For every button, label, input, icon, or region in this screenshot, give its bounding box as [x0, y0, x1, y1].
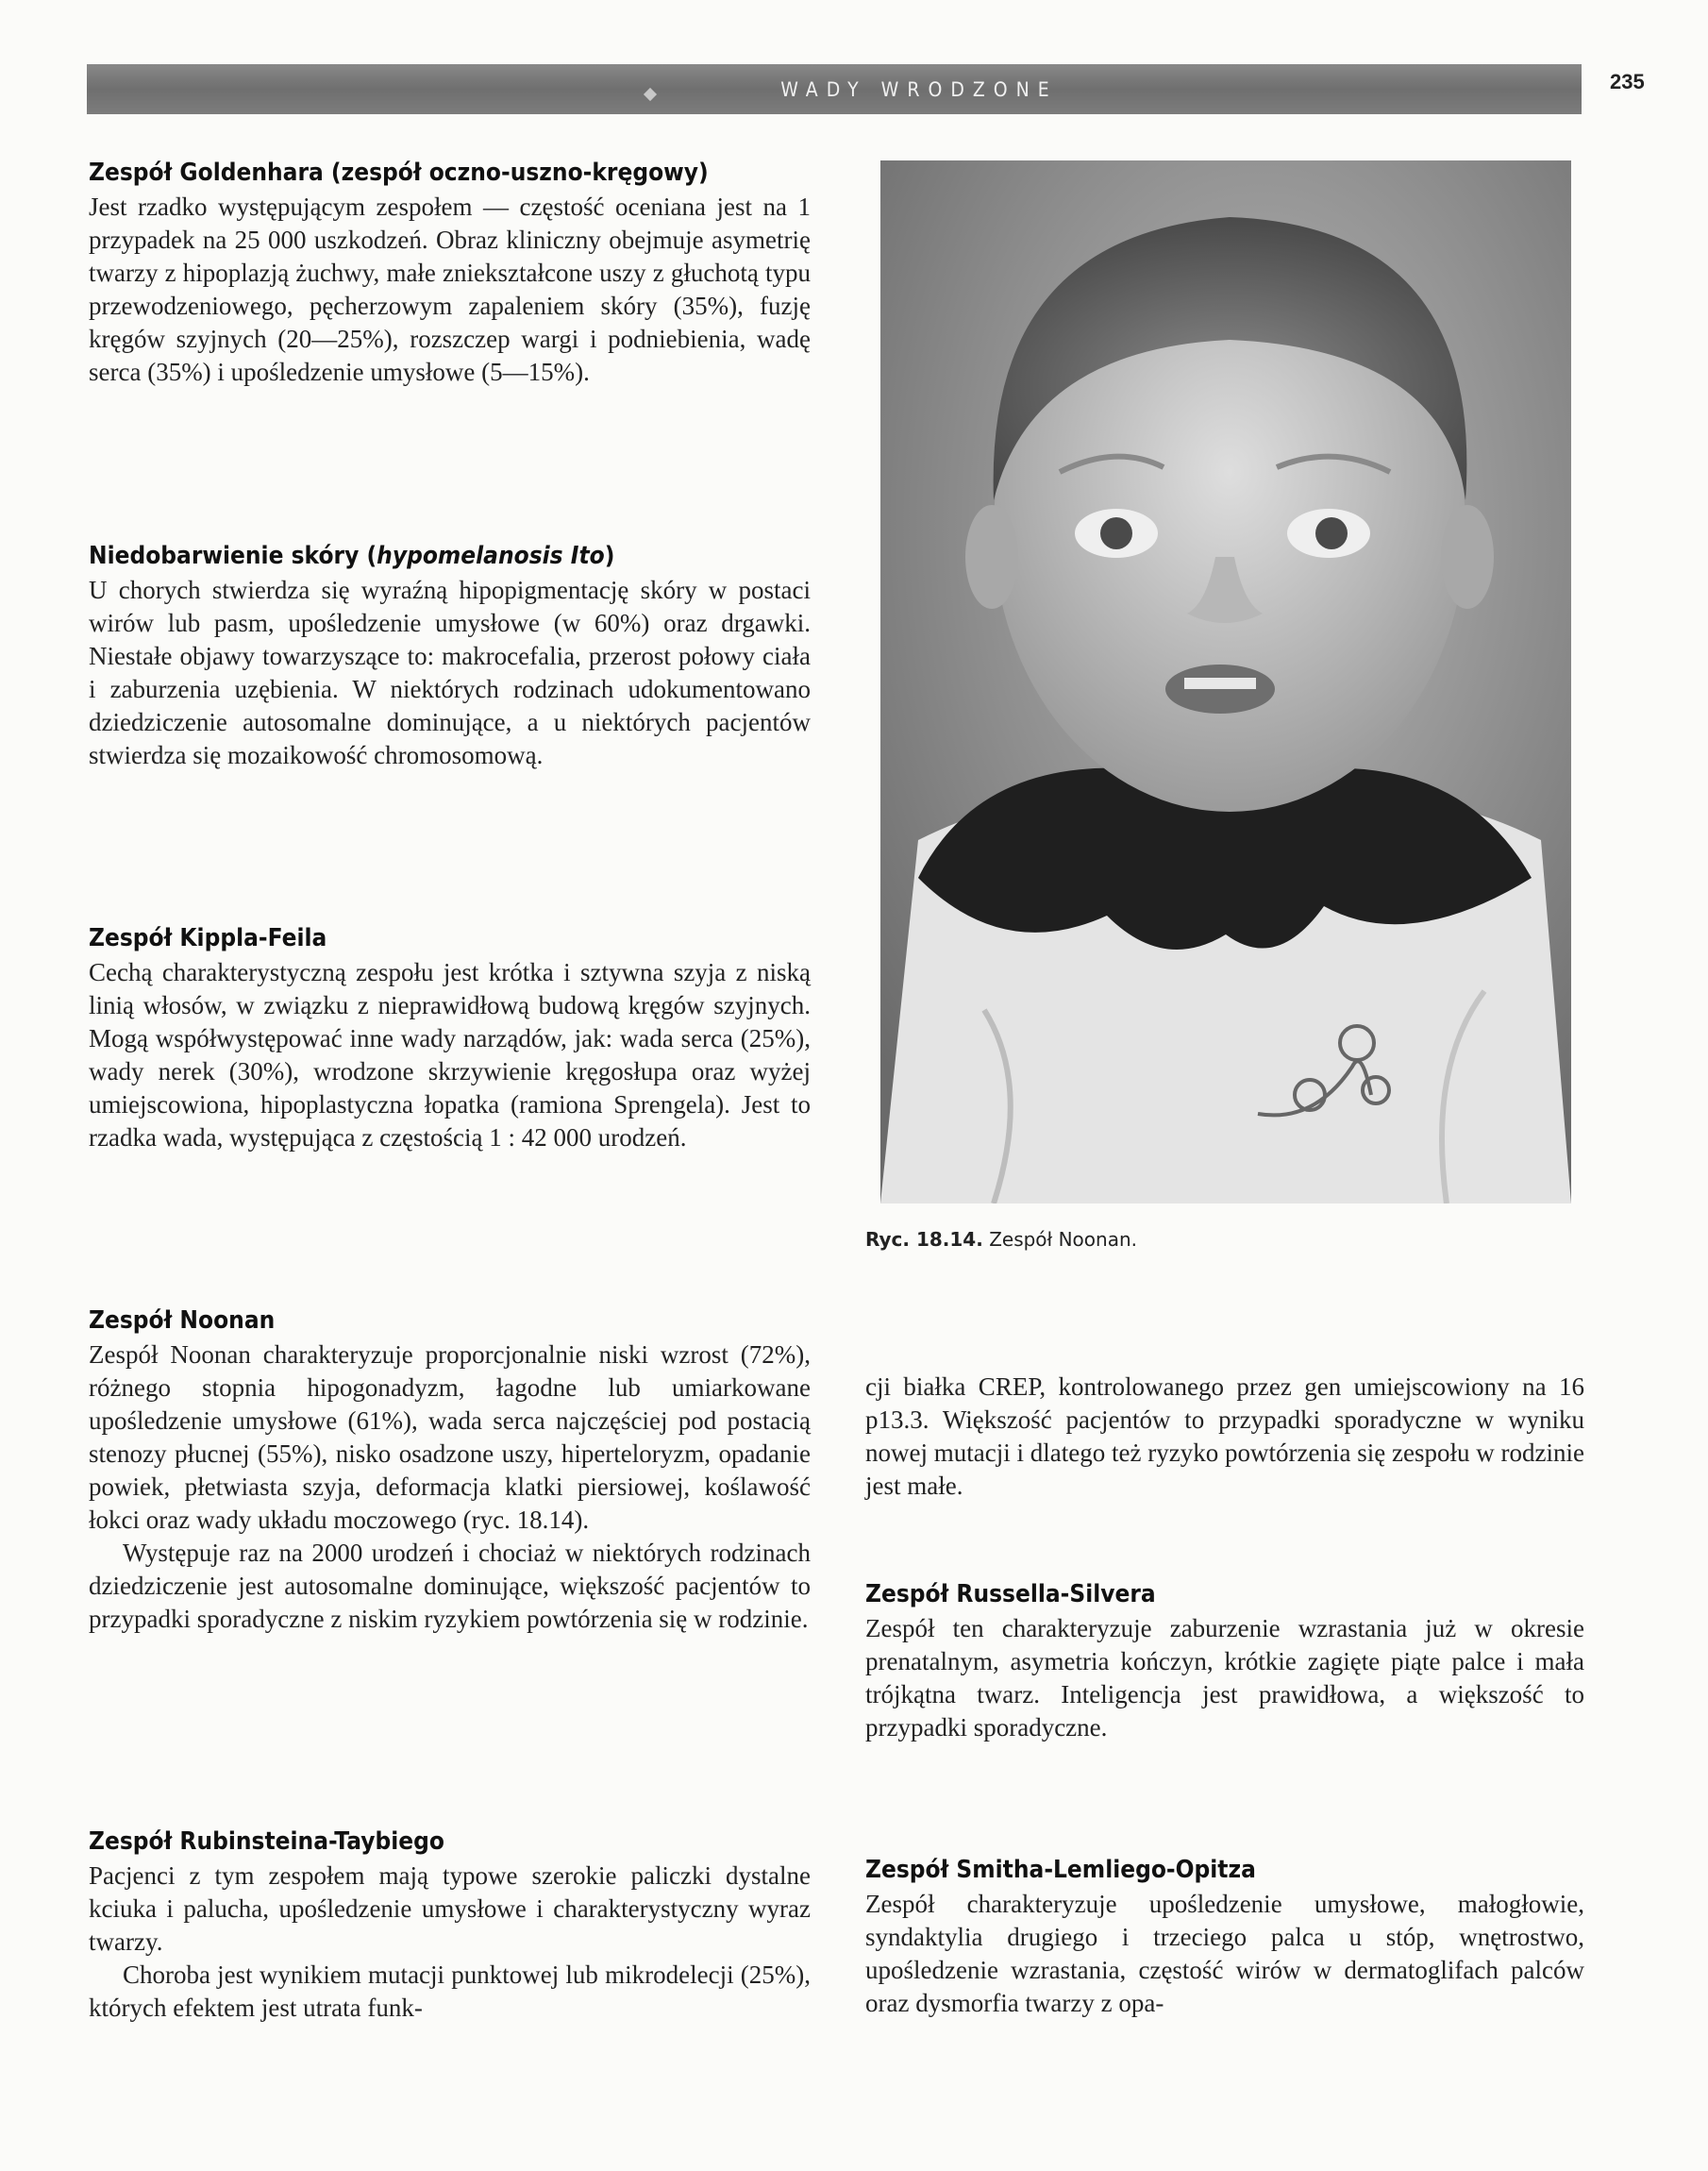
section-russell [865, 1576, 1584, 1744]
text-rubinstein-2: Choroba jest wynikiem mutacji punktowej lub mikrodelecji (25%), których efektem jest utrata funk- [89, 1961, 811, 2022]
text-noonan-2: Występuje raz na 2000 urodzeń i chociaż w niektórych rodzinach dziedziczenie jest autosomalne dominujące, większość pacjentów to przypadki sporadyczne z niskim ryzykiem powtórzenia się w rodzinie. [89, 1539, 811, 1633]
section-noonan [89, 1303, 811, 1636]
text-klippel: Cechą charakterystyczną zespołu jest krótka i sztywna szyja z niską linią włosów, w związku z nieprawidłową budową kręgów szyjnych. Mogą współwystępować inne wady narządów, jak: wada serca (25%), wady nerek (30%), wrodzone skrzywienie kręgosłupa oraz wyżej umiejscowiona, hipoplastyczna łopatka (ramiona Sprengela). Jest to rzadka wada, występująca z częstością 1 : 42 000 urodzeń. [89, 958, 811, 1152]
section-klippel [89, 920, 811, 1154]
heading-ito: Niedobarwienie skóry (hypomelanosis Ito) [89, 542, 615, 570]
text-rubinstein-1: Pacjenci z tym zespołem mają typowe szerokie paliczki dystalne kciuka i palucha, upośledzenie umysłowe i charakterystyczny wyraz twarzy. [89, 1861, 811, 1956]
section-rubinstein [89, 1824, 811, 2025]
figure-caption-text: Zespół Noonan. [989, 1228, 1137, 1251]
running-header-bar [87, 64, 1582, 114]
heading-smith: Zespół Smitha-Lemliego-Opitza [865, 1856, 1256, 1884]
heading-rubinstein: Zespół Rubinsteina-Taybiego [89, 1827, 445, 1856]
text-noonan-1: Zespół Noonan charakteryzuje proporcjonalnie niski wzrost (72%), różnego stopnia hipogonadyzm, łagodne lub umiarkowane upośledzenie umysłowe (61%), wada serca najczęściej pod postacią stenozy płucnej (55%), nisko osadzone uszy, hiperteloryzm, opadanie powiek, płetwiasta szyja, deformacja klatki piersiowej, koślawość łokci oraz wady układu moczowego (ryc. 18.14). [89, 1340, 811, 1534]
figure-label: Ryc. 18.14. [865, 1228, 983, 1251]
page-number: 235 [1610, 70, 1645, 93]
child-portrait-illustration [880, 160, 1571, 1203]
section-rubinstein-continuation [865, 1371, 1584, 1503]
running-header-title: WADY WRODZONE [780, 77, 1058, 101]
text-russell: Zespół ten charakteryzuje zaburzenie wzrastania już w okresie prenatalnym, asymetria kończyn, krótkie zagięte piąte palce i mała trójkątna twarz. Inteligencja jest prawidłowa, a większość to przypadki sporadyczne. [865, 1614, 1584, 1742]
section-goldenhar [89, 155, 811, 389]
text-rubinstein-continuation: cji białka CREP, kontrolowanego przez gen umiejscowiony na 16 p13.3. Większość pacjentów to przypadki sporadyczne w wyniku nowej mutacji i dlatego też ryzyko powtórzenia się zespołu w rodzinie jest małe. [865, 1372, 1584, 1500]
text-smith: Zespół charakteryzuje upośledzenie umysłowe, małogłowie, syndaktylia drugiego i trzeciego palca u stóp, wnętrostwo, upośledzenie wzrastania, częstość wirów w dermatoglifach palców oraz dysmorfia twarzy z opa- [865, 1890, 1584, 2017]
text-ito: U chorych stwierdza się wyraźną hipopigmentację skóry w postaci wirów lub pasm, upośledzenie umysłowe (w 60%) oraz drgawki. Niestałe objawy towarzyszące to: makrocefalia, przerost połowy ciała i zaburzenia uzębienia. W niektórych rodzinach udokumentowano dziedziczenie autosomalne dominujące, a u niektórych pacjentów stwierdza się mozaikowość chromosomową. [89, 576, 811, 769]
section-smith [865, 1852, 1584, 2020]
heading-klippel: Zespół Kippla-Feila [89, 924, 327, 952]
text-goldenhar: Jest rzadko występującym zespołem — częstość oceniana jest na 1 przypadek na 25 000 uszkodzeń. Obraz kliniczny obejmuje asymetrię twarzy z hipoplazją żuchwy, małe zniekształcone uszy z głuchotą typu przewodzeniowego, pęcherzowym zapaleniem skóry (35%), fuzję kręgów szyjnych (20—25%), rozszczep wargi i podniebienia, wadę serca (35%) i upośledzenie umysłowe (5—15%). [89, 193, 811, 386]
heading-noonan: Zespół Noonan [89, 1306, 276, 1335]
figure-caption [865, 1228, 1137, 1251]
section-ito [89, 538, 811, 772]
heading-goldenhar: Zespół Goldenhara (zespół oczno-uszno-kręgowy) [89, 159, 709, 187]
heading-russell: Zespół Russella-Silvera [865, 1580, 1156, 1608]
figure-photo [880, 160, 1571, 1203]
